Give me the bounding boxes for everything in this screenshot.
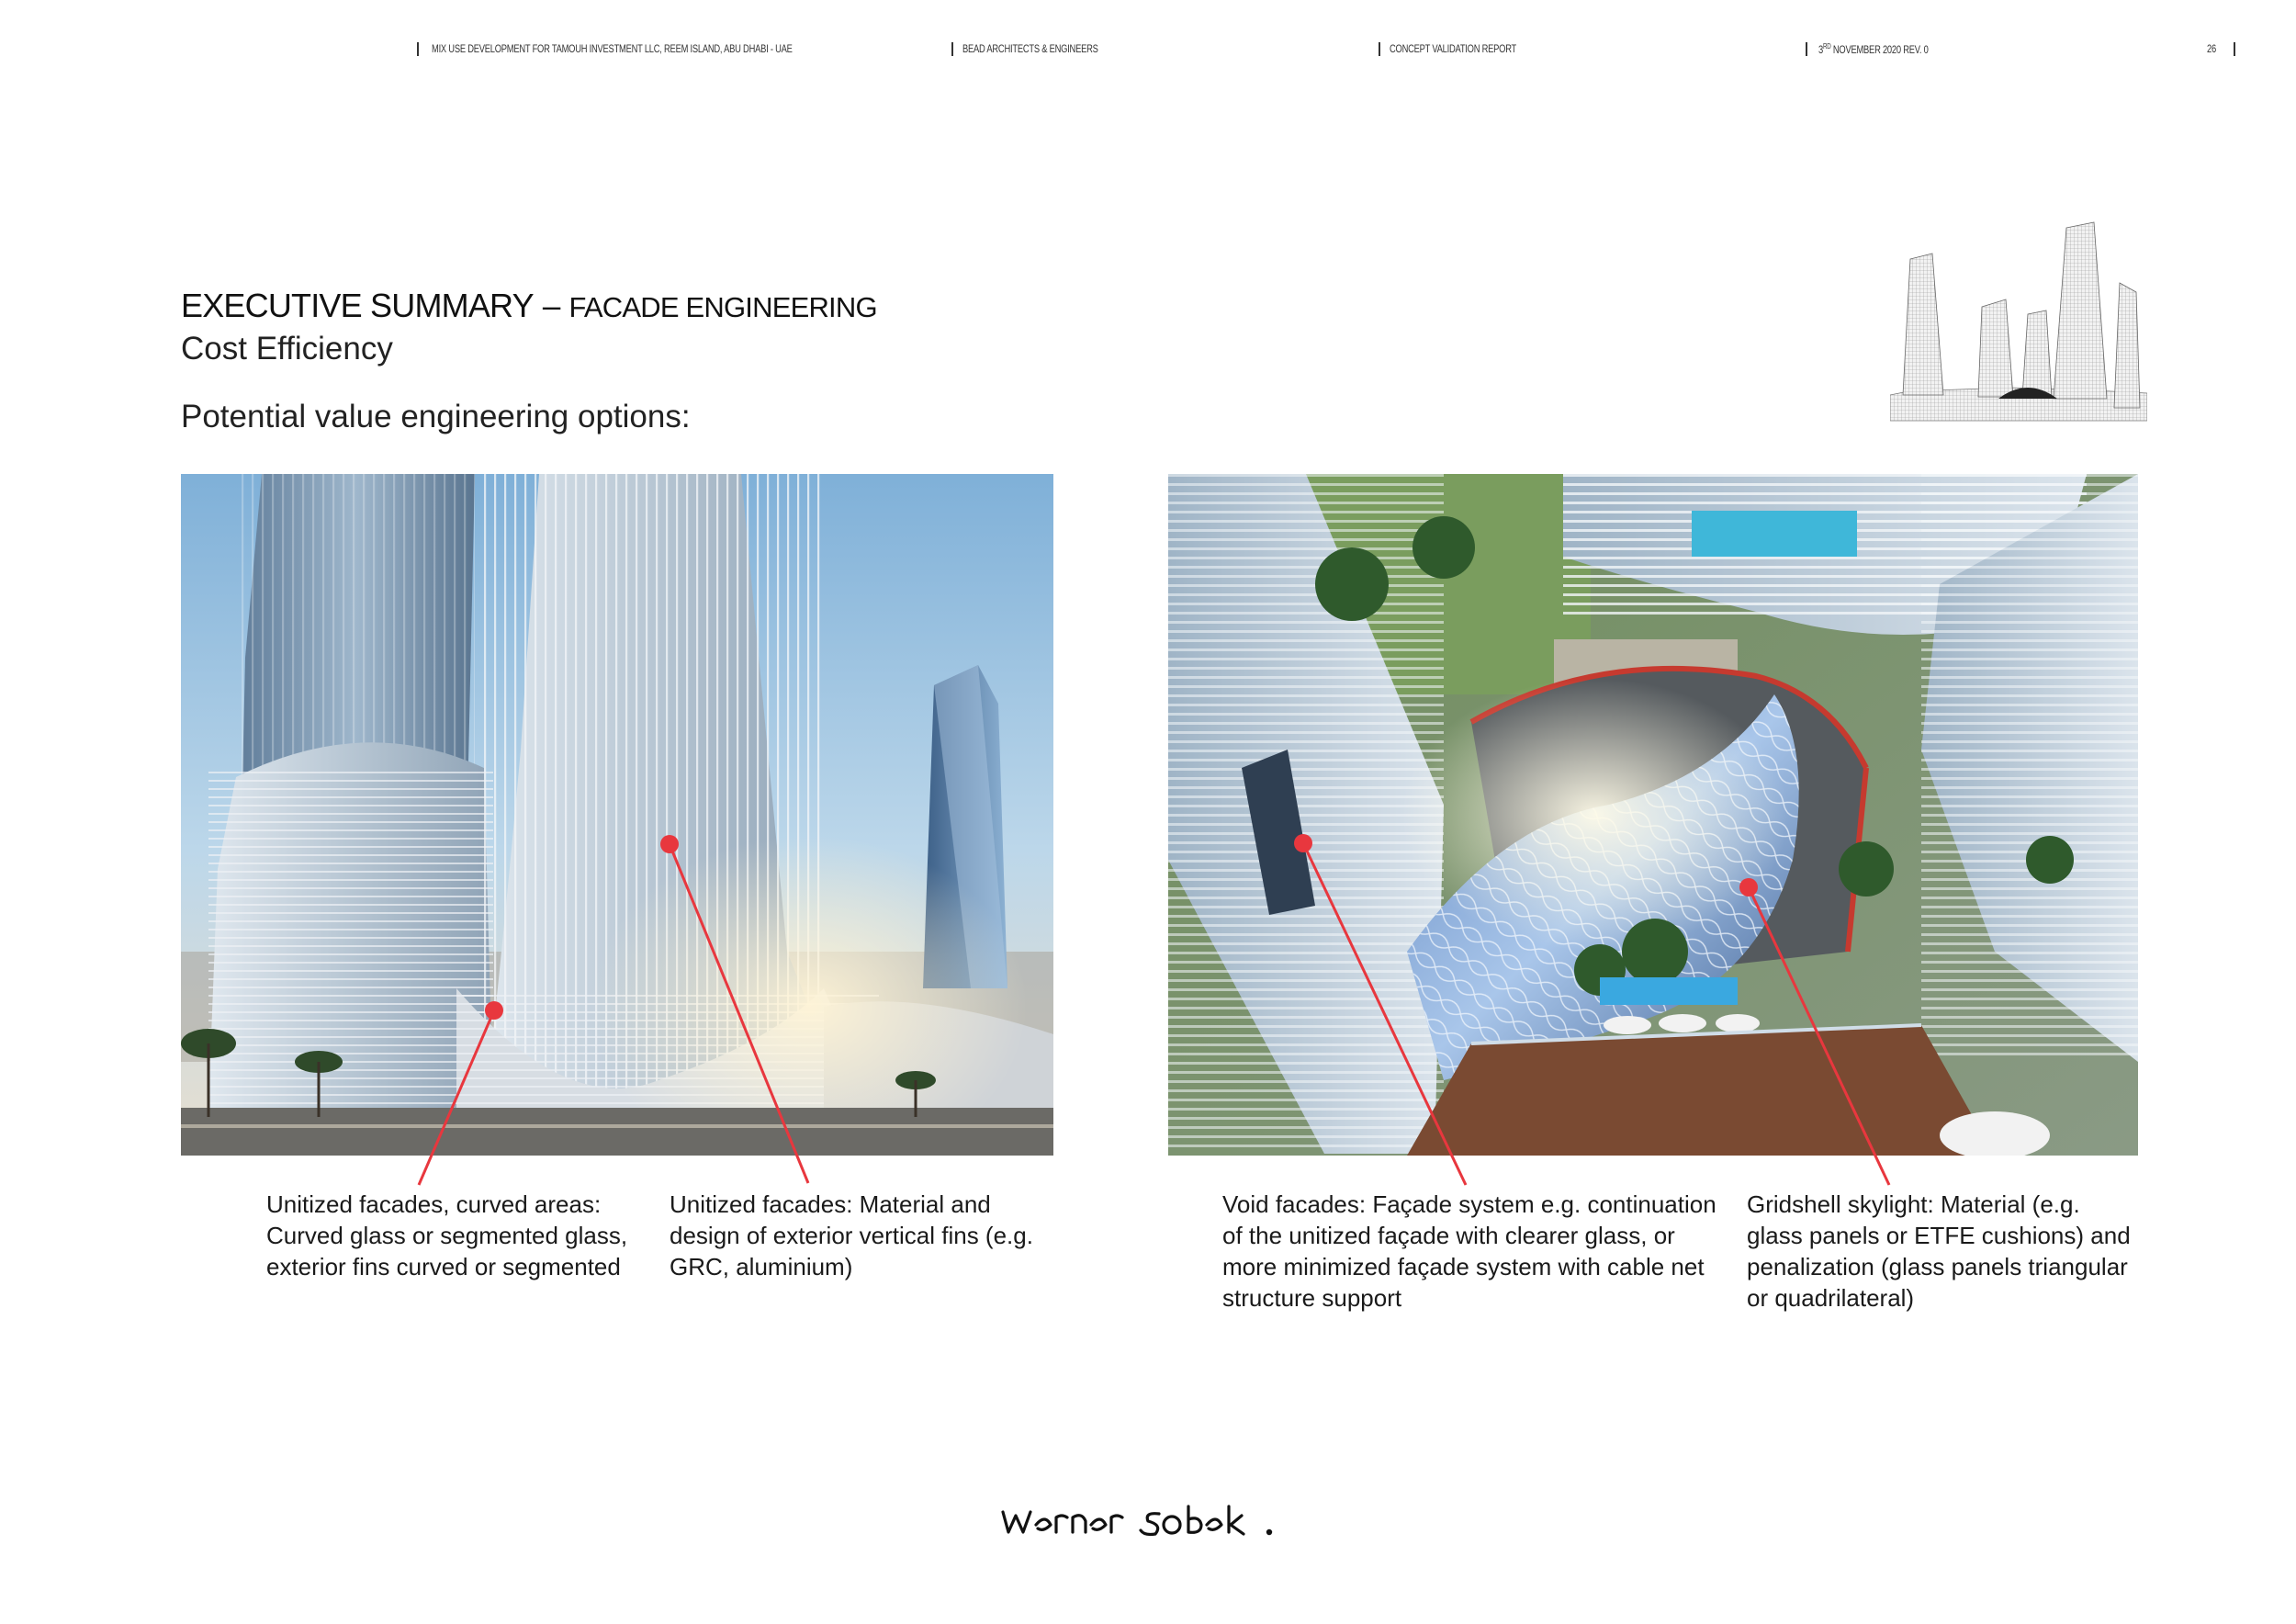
tower-facade-illustration xyxy=(181,474,1053,1156)
page-title xyxy=(181,287,877,325)
header-divider xyxy=(951,42,953,56)
tower-facade-rendering xyxy=(181,474,1053,1156)
header-date-day: 3 xyxy=(1818,43,1823,56)
skylight-void-rendering xyxy=(1168,474,2138,1156)
page-number: 26 xyxy=(2207,42,2216,55)
running-header xyxy=(0,42,2296,59)
werner-sobek-signature xyxy=(997,1495,1319,1551)
werner-sobek-logo xyxy=(997,1495,1319,1551)
header-divider xyxy=(417,42,419,56)
header-date xyxy=(1818,42,1929,56)
title-separator: – xyxy=(542,288,560,324)
header-project: MIX USE DEVELOPMENT FOR TAMOUH INVESTMENT LLC, REEM ISLAND, ABU DHABI - UAE xyxy=(432,42,793,55)
caption-gridshell-skylight: Gridshell skylight: Material (e.g. glass panels or ETFE cushions) and penalization (glass panels triangular or quadrilateral) xyxy=(1747,1190,2131,1312)
header-divider xyxy=(1379,42,1380,56)
options-heading: Potential value engineering options: xyxy=(181,399,691,434)
towers-thumbnail-graphic xyxy=(1890,219,2147,423)
caption-curved-facades: Unitized facades, curved areas: Curved glass or segmented glass, exterior fins curved or segmented xyxy=(266,1190,628,1280)
page-subtitle: Cost Efficiency xyxy=(181,331,393,367)
title-section: FACADE ENGINEERING xyxy=(568,291,877,323)
header-firm: BEAD ARCHITECTS & ENGINEERS xyxy=(962,42,1098,55)
caption-vertical-fins: Unitized facades: Material and design of exterior vertical fins (e.g. GRC, aluminium) xyxy=(670,1190,1033,1280)
towers-thumbnail xyxy=(1890,219,2147,423)
title-block xyxy=(181,287,877,367)
title-main: EXECUTIVE SUMMARY xyxy=(181,287,534,324)
header-date-rest: NOVEMBER 2020 REV. 0 xyxy=(1830,43,1929,56)
header-report: CONCEPT VALIDATION REPORT xyxy=(1390,42,1517,55)
header-divider xyxy=(1806,42,1807,56)
header-divider xyxy=(2234,42,2235,56)
skylight-void-illustration xyxy=(1168,474,2138,1156)
caption-void-facades: Void facades: Façade system e.g. continuation of the unitized façade with clearer glass, or more minimized façade system with cable net structure support xyxy=(1222,1190,1716,1312)
header-date-suffix: RD xyxy=(1822,42,1831,51)
